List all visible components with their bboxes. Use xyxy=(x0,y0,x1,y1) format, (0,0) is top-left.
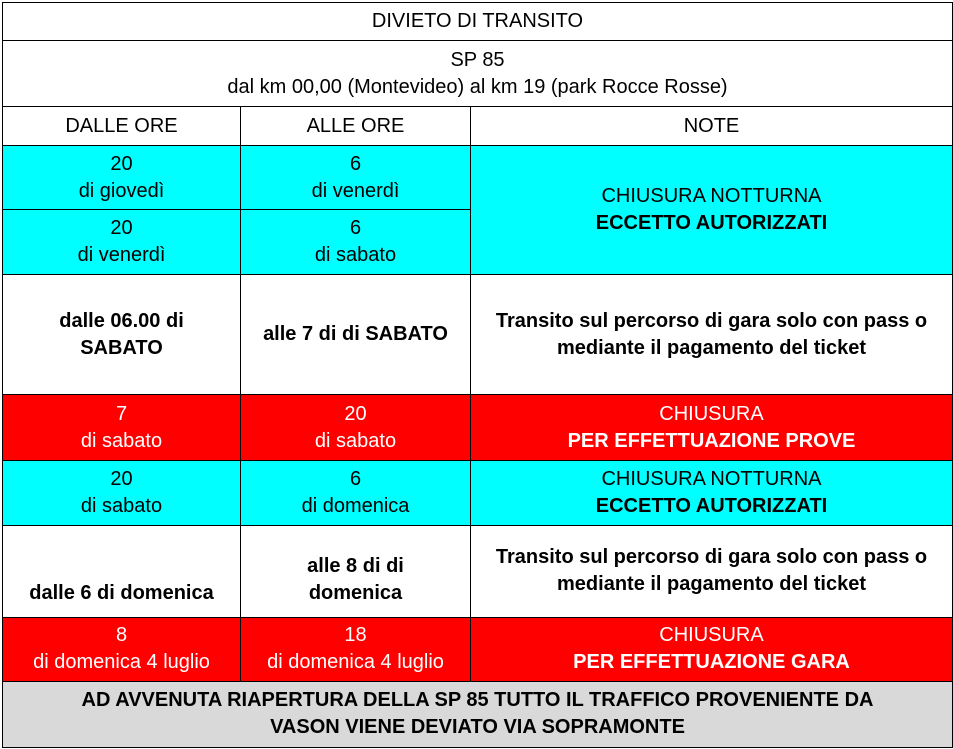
note-line: mediante il pagamento del ticket xyxy=(557,573,866,596)
table-row xyxy=(3,275,953,395)
road-row xyxy=(3,41,953,107)
from-day: di sabato xyxy=(80,494,163,517)
title-row xyxy=(3,3,953,41)
to-day: di sabato xyxy=(314,429,397,452)
footer-row xyxy=(3,681,953,747)
to-day: di sabato xyxy=(314,244,397,267)
table-row xyxy=(3,146,953,210)
to-cell xyxy=(241,210,471,275)
table-row xyxy=(3,460,953,525)
note-line-bold: PER EFFETTUAZIONE GARA xyxy=(573,651,850,674)
from-day: di sabato xyxy=(80,429,163,452)
to-day: di domenica xyxy=(301,494,410,517)
note-cell xyxy=(471,617,953,681)
from-cell xyxy=(3,146,241,210)
note-cell xyxy=(471,525,953,617)
to-cell xyxy=(241,460,471,525)
header-to: ALLE ORE xyxy=(241,107,471,146)
road-range: dal km 00,00 (Montevideo) al km 19 (park Rocce Rosse) xyxy=(227,75,728,98)
table-row xyxy=(3,395,953,460)
note-line: CHIUSURA NOTTURNA xyxy=(601,467,822,490)
note-line: Transito sul percorso di gara solo con pass o xyxy=(495,546,928,569)
note-line-bold: PER EFFETTUAZIONE PROVE xyxy=(567,429,856,452)
header-notes: NOTE xyxy=(471,107,953,146)
to-hour: 6 xyxy=(349,217,362,240)
from-cell: dalle 6 di domenica xyxy=(3,525,241,617)
from-hour: 20 xyxy=(110,467,133,490)
from-line: SABATO xyxy=(80,336,163,359)
road-info xyxy=(3,41,953,107)
note-cell xyxy=(471,460,953,525)
note-line-bold: ECCETTO AUTORIZZATI xyxy=(595,212,828,235)
to-cell xyxy=(241,146,471,210)
to-line: domenica xyxy=(308,581,403,604)
to-hour: 18 xyxy=(344,624,367,647)
note-line: Transito sul percorso di gara solo con pass o xyxy=(495,309,928,332)
to-cell xyxy=(241,525,471,617)
note-cell xyxy=(471,146,953,275)
note-line: mediante il pagamento del ticket xyxy=(557,336,866,359)
note-line: CHIUSURA NOTTURNA xyxy=(601,185,822,208)
table-title: DIVIETO DI TRANSITO xyxy=(3,3,953,41)
header-from: DALLE ORE xyxy=(3,107,241,146)
from-cell xyxy=(3,460,241,525)
from-cell xyxy=(3,210,241,275)
from-cell xyxy=(3,275,241,395)
from-hour: 7 xyxy=(115,402,128,425)
table-row xyxy=(3,617,953,681)
from-hour: 20 xyxy=(110,152,133,175)
to-cell xyxy=(241,617,471,681)
from-cell xyxy=(3,395,241,460)
footer-notice xyxy=(3,681,953,747)
from-day: di giovedì xyxy=(78,179,165,202)
note-cell xyxy=(471,395,953,460)
footer-line: VASON VIENE DEVIATO VIA SOPRAMONTE xyxy=(270,716,685,739)
note-line: CHIUSURA xyxy=(659,402,764,425)
from-hour: 20 xyxy=(110,217,133,240)
to-hour: 6 xyxy=(349,152,362,175)
to-hour: 20 xyxy=(344,402,367,425)
footer-line: AD AVVENUTA RIAPERTURA DELLA SP 85 TUTTO IL TRAFFICO PROVENIENTE DA xyxy=(81,689,874,712)
note-cell xyxy=(471,275,953,395)
table-row xyxy=(3,525,953,617)
header-row xyxy=(3,107,953,146)
to-day: di domenica 4 luglio xyxy=(267,651,444,674)
from-hour: 8 xyxy=(115,624,128,647)
traffic-ban-table xyxy=(2,2,953,748)
from-day: di venerdì xyxy=(77,244,166,267)
to-cell xyxy=(241,395,471,460)
note-line-bold: ECCETTO AUTORIZZATI xyxy=(595,494,828,517)
note-line: CHIUSURA xyxy=(659,624,764,647)
to-hour: 6 xyxy=(349,467,362,490)
road-name: SP 85 xyxy=(450,48,505,71)
from-day: di domenica 4 luglio xyxy=(33,651,210,674)
to-day: di venerdì xyxy=(311,179,400,202)
from-cell xyxy=(3,617,241,681)
to-line: alle 8 di di xyxy=(307,554,404,577)
from-line: dalle 06.00 di xyxy=(59,309,184,332)
to-cell: alle 7 di di SABATO xyxy=(241,275,471,395)
